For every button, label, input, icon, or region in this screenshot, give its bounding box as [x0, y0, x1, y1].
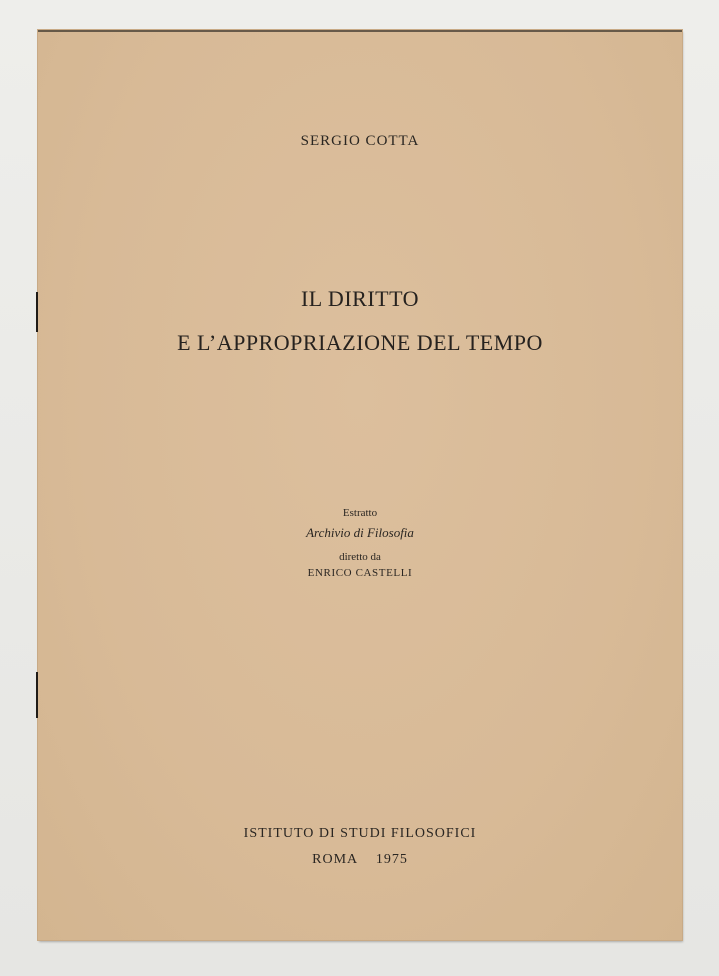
title-line-1: IL DIRITTO: [300, 286, 420, 311]
journal-name: Archivio di Filosofia: [306, 525, 414, 540]
title-line-2: E L’APPROPRIAZIONE DEL TEMPO: [177, 330, 543, 355]
publisher-institute: ISTITUTO DI STUDI FILOSOFICI: [243, 826, 477, 841]
editor-name: ENRICO CASTELLI: [307, 567, 413, 579]
extract-label: Estratto: [342, 507, 378, 519]
publisher-place-year: ROMA 1975: [312, 852, 408, 867]
directed-by-label: diretto da: [339, 551, 381, 563]
staple-mark-bottom: [36, 672, 38, 718]
author-name: SERGIO COTTA: [300, 133, 420, 149]
booklet-cover: [38, 30, 682, 940]
